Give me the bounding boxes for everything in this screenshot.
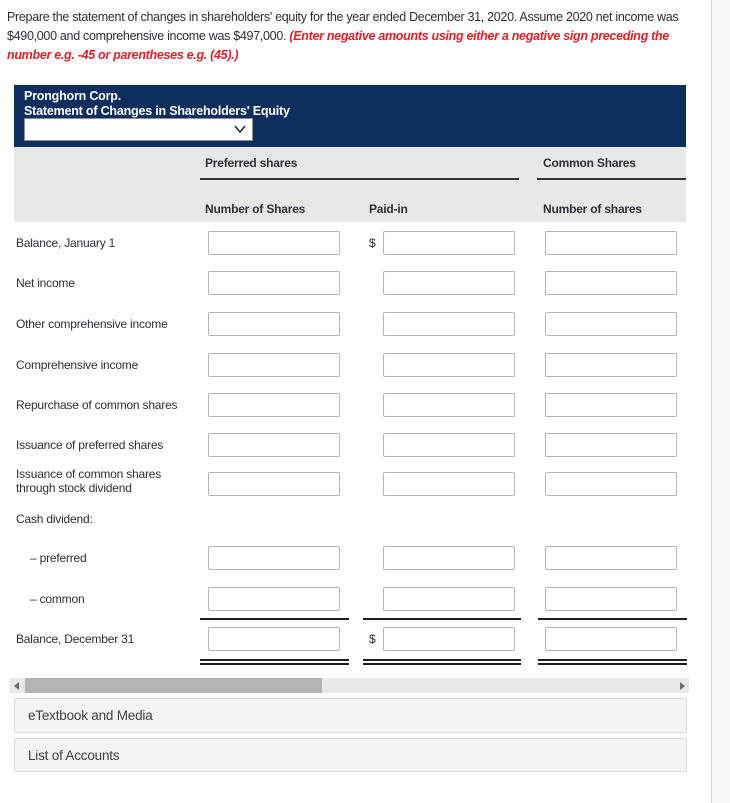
input-oci-paid-in[interactable] <box>383 312 515 336</box>
row-label: Other comprehensive income <box>16 317 168 331</box>
input-cash-div-preferred-common-shares[interactable] <box>545 546 677 570</box>
input-repurchase-pref-shares[interactable] <box>208 393 340 417</box>
column-group-common: Common Shares <box>543 156 636 170</box>
column-number-of-shares-preferred: Number of Shares <box>205 202 306 216</box>
table-row <box>14 511 686 527</box>
scroll-left-arrow-icon[interactable] <box>14 682 19 690</box>
total-rule-double-bottom <box>14 663 686 665</box>
input-net-income-paid-in[interactable] <box>383 271 515 295</box>
common-group-underline <box>537 178 686 180</box>
input-cash-div-common-pref-shares[interactable] <box>208 587 340 611</box>
table-row <box>14 312 686 336</box>
horizontal-scrollbar-thumb[interactable] <box>25 678 322 693</box>
input-comprehensive-income-paid-in[interactable] <box>383 353 515 377</box>
dollar-sign: $ <box>369 236 376 250</box>
table-row <box>14 467 686 496</box>
input-cash-div-preferred-paid-in[interactable] <box>383 546 515 570</box>
input-repurchase-common-shares[interactable] <box>545 393 677 417</box>
input-stock-dividend-paid-in[interactable] <box>383 472 515 496</box>
total-rule-single <box>14 618 686 620</box>
input-balance-jan1-paid-in[interactable] <box>383 231 515 255</box>
column-group-preferred: Preferred shares <box>205 156 298 170</box>
row-label: Balance, January 1 <box>16 236 116 250</box>
statement-table-body <box>14 222 686 674</box>
input-balance-jan1-common-shares[interactable] <box>545 231 677 255</box>
instruction-text: Prepare the statement of changes in shareholders' equity for the year ended December 31, 2020. Assume 2020 net income was $490,000 and comprehensive income was $497,000. <box>7 10 679 43</box>
input-issuance-preferred-pref-shares[interactable] <box>208 433 340 457</box>
column-paid-in: Paid-in <box>369 202 408 216</box>
table-row <box>14 587 686 611</box>
period-select-wrap <box>24 118 253 141</box>
etextbook-and-media-button[interactable] <box>14 698 687 733</box>
statement-period-select[interactable] <box>24 118 253 141</box>
input-repurchase-paid-in[interactable] <box>383 393 515 417</box>
row-label: – common <box>30 592 85 606</box>
row-label: Balance, December 31 <box>16 632 135 646</box>
total-rule-double-top <box>14 659 686 661</box>
list-of-accounts-button[interactable] <box>14 738 687 772</box>
input-stock-dividend-pref-shares[interactable] <box>208 472 340 496</box>
table-row <box>14 433 686 457</box>
problem-instructions <box>7 8 709 65</box>
statement-title: Statement of Changes in Shareholders' Equity <box>24 104 290 118</box>
list-of-accounts-label: List of Accounts <box>28 747 120 763</box>
statement-header <box>14 85 686 147</box>
dollar-sign: $ <box>369 632 376 646</box>
input-net-income-pref-shares[interactable] <box>208 271 340 295</box>
table-row <box>14 393 686 417</box>
row-label: Issuance of preferred shares <box>16 438 164 452</box>
right-scrollbar-gutter <box>711 0 730 803</box>
table-row <box>14 353 686 377</box>
table-row <box>14 271 686 295</box>
input-oci-pref-shares[interactable] <box>208 312 340 336</box>
input-issuance-preferred-common-shares[interactable] <box>545 433 677 457</box>
table-column-header <box>14 147 686 222</box>
input-cash-div-preferred-pref-shares[interactable] <box>208 546 340 570</box>
table-row <box>14 627 686 651</box>
preferred-group-underline <box>200 178 519 180</box>
input-comprehensive-income-common-shares[interactable] <box>545 353 677 377</box>
input-net-income-common-shares[interactable] <box>545 271 677 295</box>
input-stock-dividend-common-shares[interactable] <box>545 472 677 496</box>
scroll-right-arrow-icon[interactable] <box>680 682 685 690</box>
input-comprehensive-income-pref-shares[interactable] <box>208 353 340 377</box>
company-name: Pronghorn Corp. <box>24 89 121 103</box>
input-cash-div-common-common-shares[interactable] <box>545 587 677 611</box>
input-oci-common-shares[interactable] <box>545 312 677 336</box>
row-label: Cash dividend: <box>16 512 93 526</box>
column-number-of-shares-common: Number of shares <box>543 202 642 216</box>
input-cash-div-common-paid-in[interactable] <box>383 587 515 611</box>
row-label: Issuance of common shares through stock dividend <box>16 467 162 495</box>
row-label: Comprehensive income <box>16 358 139 372</box>
table-row <box>14 231 686 255</box>
input-issuance-preferred-paid-in[interactable] <box>383 433 515 457</box>
input-balance-dec31-pref-shares[interactable] <box>208 627 340 651</box>
row-label: Net income <box>16 276 75 290</box>
horizontal-scrollbar-track[interactable] <box>10 678 689 693</box>
etextbook-and-media-label: eTextbook and Media <box>28 708 153 723</box>
table-row <box>14 546 686 570</box>
row-label: Repurchase of common shares <box>16 398 178 412</box>
input-balance-dec31-common-shares[interactable] <box>545 627 677 651</box>
negative-entry-note: (Enter negative amounts using either a negative sign preceding the number e.g. -45 or parentheses e.g. (45).) <box>7 29 669 62</box>
input-balance-dec31-paid-in[interactable] <box>383 627 515 651</box>
row-label: – preferred <box>30 551 87 565</box>
input-balance-jan1-pref-shares[interactable] <box>208 231 340 255</box>
